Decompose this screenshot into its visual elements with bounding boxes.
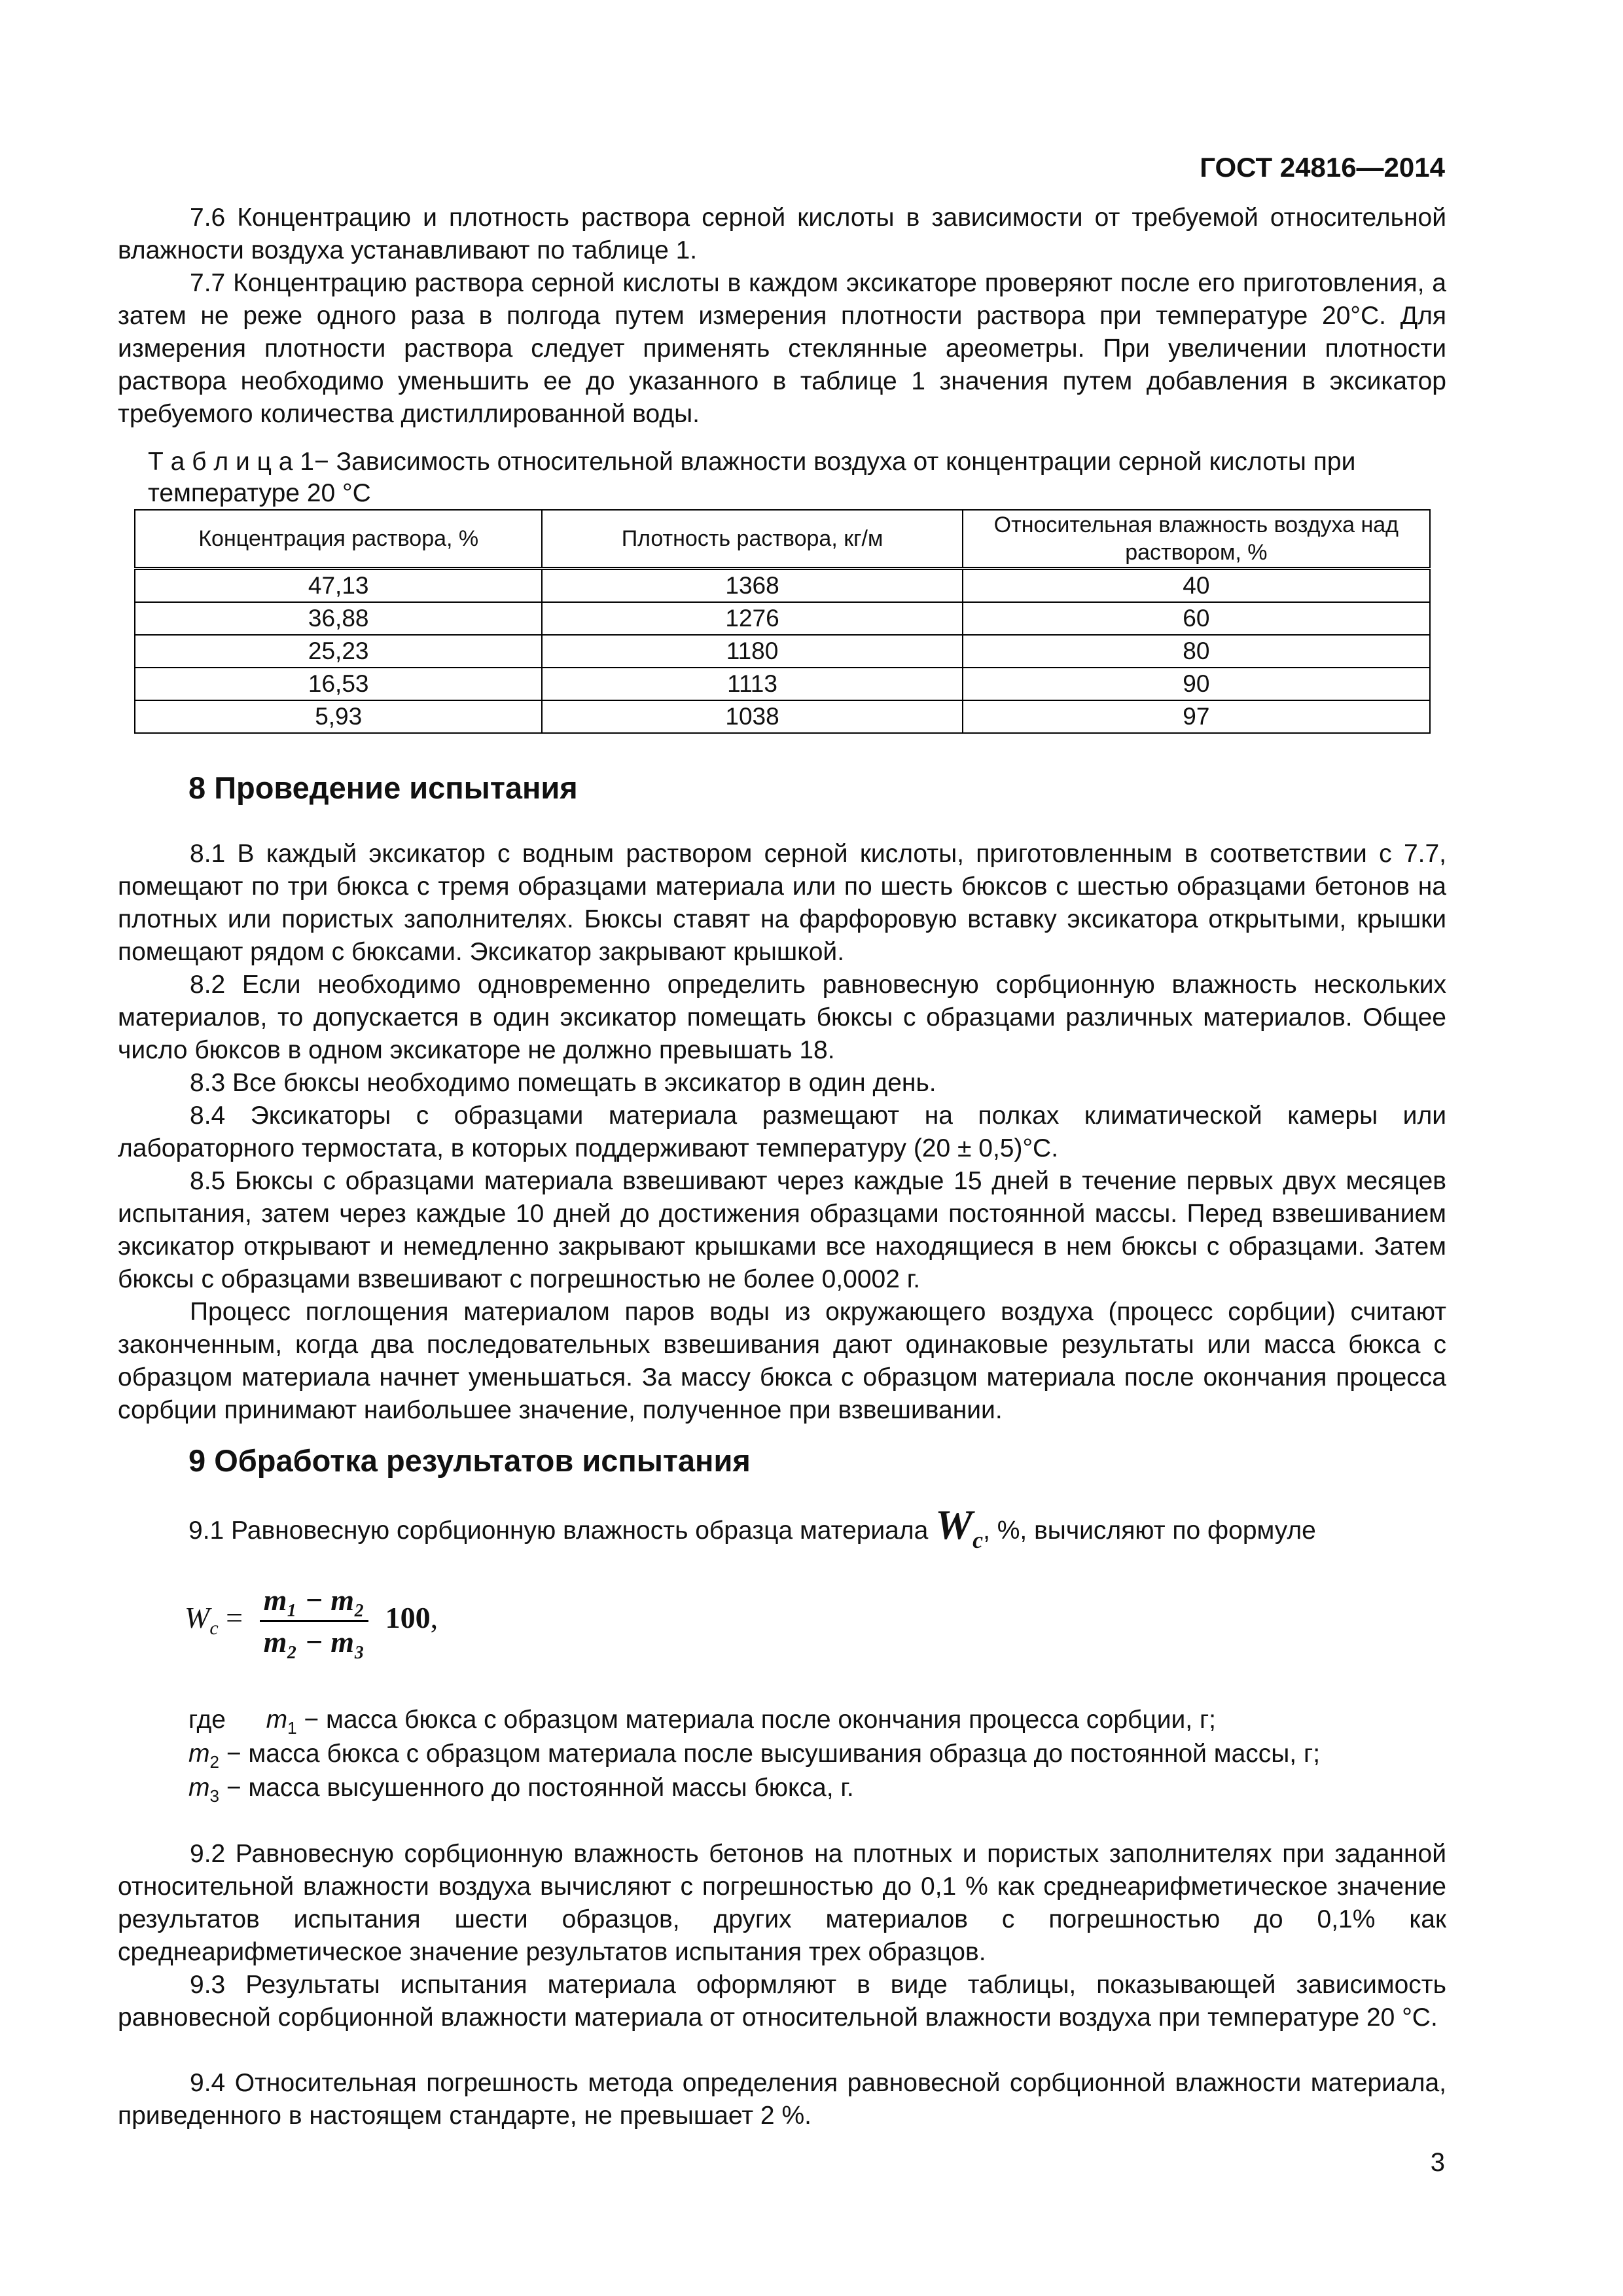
legend-subscript: 2 xyxy=(209,1751,219,1772)
table-cell: 97 xyxy=(963,700,1430,733)
paragraph-9-4: 9.4 Относительная погрешность метода определения равновесной сорбционной влажности материала, приведенного в настоящем стандарте, не превышает 2 %. xyxy=(118,2069,1446,2130)
legend-text: − масса бюкса с образцом материала после окончания процесса сорбции, г; xyxy=(304,1706,1217,1734)
paragraph-9-2: 9.2 Равновесную сорбционную влажность бетонов на плотных и пористых заполнителях при заданной относительной влажности воздуха вычисляют с погрешностью до 0,1 % как среднеарифметическое значение результатов испытания шести образцов, других материалов с погрешностью до 0,1% как среднеарифметическое значение результатов испытания трех образцов. xyxy=(118,1840,1446,1966)
humidity-table xyxy=(134,509,1431,734)
table-cell: 1038 xyxy=(542,700,962,733)
paragraph-8-4: 8.4 Эксикаторы с образцами материала размещают на полках климатической камеры или лабораторного термостата, в которых поддерживают температуру (20 ± 0,5)°С. xyxy=(118,1102,1446,1162)
paragraph-8-1: 8.1 В каждый эксикатор с водным раствором серной кислоты, приготовленным в соответствии с 7.7, помещают по три бюкса с тремя образцами материала или по шесть бюксов с шестью образцами бетонов на плотных или пористых заполнителях. Бюксы ставят на фарфоровую вставку эксикатора открытыми, крышки помещают рядом с бюксами. Эксикатор закрывают крышкой. xyxy=(118,840,1446,966)
table-cell: 36,88 xyxy=(135,602,542,635)
legend-prefix: где xyxy=(188,1706,226,1734)
paragraph-8-2: 8.2 Если необходимо одновременно определить равновесную сорбционную влажность нескольких материалов, то допускается в один эксикатор помещать бюксы с образцами различных материалов. Общее число бюксов в одном эксикаторе не должно превышать 18. xyxy=(118,971,1446,1064)
table-caption-text: Зависимость относительной влажности воздуха от концентрации серной кислоты при температуре 20 °С xyxy=(148,448,1356,507)
table-cell: 5,93 xyxy=(135,700,542,733)
table-cell: 1180 xyxy=(542,635,962,668)
table-row xyxy=(135,602,1430,635)
legend-subscript: 3 xyxy=(209,1785,219,1806)
legend-symbol: m xyxy=(188,1740,210,1768)
formula-denominator: m₂ − m₃ xyxy=(263,1625,365,1659)
table-caption-label: Т а б л и ц а 1− xyxy=(148,448,329,476)
standard-header: ГОСТ 24816—2014 xyxy=(1200,152,1445,183)
table-cell: 47,13 xyxy=(135,569,542,603)
paragraph-9-3: 9.3 Результаты испытания материала оформляют в виде таблицы, показывающей зависимость равновесной сорбционной влажности материала от относительной влажности воздуха при температуре 20 °С. xyxy=(118,1971,1446,2032)
table-cell: 40 xyxy=(963,569,1430,603)
paragraph-9-1-text: 9.1 Равновесную сорбционную влажность образца материала xyxy=(188,1516,929,1545)
formula-lhs: W xyxy=(185,1601,210,1635)
table-cell: 16,53 xyxy=(135,668,542,700)
table-header-cell: Плотность раствора, кг/м xyxy=(542,510,962,569)
table-row xyxy=(135,700,1430,733)
formula-fraction xyxy=(260,1583,369,1659)
section-9-title: 9 Обработка результатов испытания xyxy=(188,1443,751,1478)
table-row xyxy=(135,635,1430,668)
table-cell: 1368 xyxy=(542,569,962,603)
formula-multiplier: 100 xyxy=(385,1601,431,1635)
table-cell: 25,23 xyxy=(135,635,542,668)
table-row xyxy=(135,668,1430,700)
legend-text: − масса высушенного до постоянной массы бюкса, г. xyxy=(226,1774,854,1802)
table-header-row xyxy=(135,510,1430,569)
table-cell: 1276 xyxy=(542,602,962,635)
paragraph-9-1 xyxy=(188,1501,1316,1560)
legend-subscript: 1 xyxy=(287,1717,297,1738)
table-cell: 80 xyxy=(963,635,1430,668)
paragraph-7-6: 7.6 Концентрацию и плотность раствора серной кислоты в зависимости от требуемой относительной влажности воздуха устанавливают по таблице 1. xyxy=(118,204,1446,264)
table-header-cell: Концентрация раствора, % xyxy=(135,510,542,569)
formula-numerator: m₁ − m₂ xyxy=(260,1583,369,1622)
paragraph-7-7: 7.7 Концентрацию раствора серной кислоты в каждом эксикаторе проверяют после его приготовления, а затем не реже одного раза в полгода путем измерения плотности раствора при температуре 20°С. Для измерения плотности раствора следует применять стеклянные ареометры. При увеличении плотности раствора необходимо уменьшить ее до указанного в таблице 1 значения путем добавления в эксикатор требуемого количества дистиллированной воды. xyxy=(118,269,1446,428)
formula-equals: = xyxy=(226,1601,243,1635)
formula-lhs-subscript: c xyxy=(209,1617,219,1640)
formula-trail: , xyxy=(430,1601,438,1635)
humidity-symbol: W xyxy=(935,1501,973,1548)
paragraph-9-1-tail: , %, вычисляют по формуле xyxy=(983,1516,1316,1545)
paragraph-8-5: 8.5 Бюксы с образцами материала взвешивают через каждые 15 дней в течение первых двух месяцев испытания, затем через каждые 10 дней до достижения образцами постоянной массы. Перед взвешиванием эксикатор открывают и немедленно закрывают крышками все находящиеся в нем бюксы с образцами. Затем бюксы с образцами взвешивают с погрешностью не более 0,0002 г. xyxy=(118,1167,1446,1293)
section-8-title: 8 Проведение испытания xyxy=(188,770,578,805)
table-cell: 1113 xyxy=(542,668,962,700)
page-number: 3 xyxy=(1430,2148,1445,2177)
legend-text: − масса бюкса с образцом материала после высушивания образца до постоянной массы, г; xyxy=(226,1740,1321,1768)
legend-symbol: m xyxy=(188,1774,210,1802)
table-cell: 90 xyxy=(963,668,1430,700)
table-row xyxy=(135,569,1430,603)
paragraph-8-3: 8.3 Все бюксы необходимо помещать в эксикатор в один день. xyxy=(190,1069,936,1097)
table-cell: 60 xyxy=(963,602,1430,635)
paragraph-8-5-sorption: Процесс поглощения материалом паров воды из окружающего воздуха (процесс сорбции) считают законченным, когда два последовательных взвешивания дают одинаковые результаты или масса бюкса с образцом материала начнет уменьшаться. За массу бюкса с образцом материала после окончания процесса сорбции принимают наибольшее значение, полученное при взвешивании. xyxy=(118,1298,1446,1424)
humidity-formula xyxy=(185,1583,438,1659)
humidity-symbol-subscript: c xyxy=(972,1526,984,1553)
table-header-cell: Относительная влажность воздуха над раствором, % xyxy=(963,510,1430,569)
legend-symbol: m xyxy=(266,1706,288,1734)
formula-legend-m3 xyxy=(188,1771,854,1813)
table-caption xyxy=(148,446,1450,509)
